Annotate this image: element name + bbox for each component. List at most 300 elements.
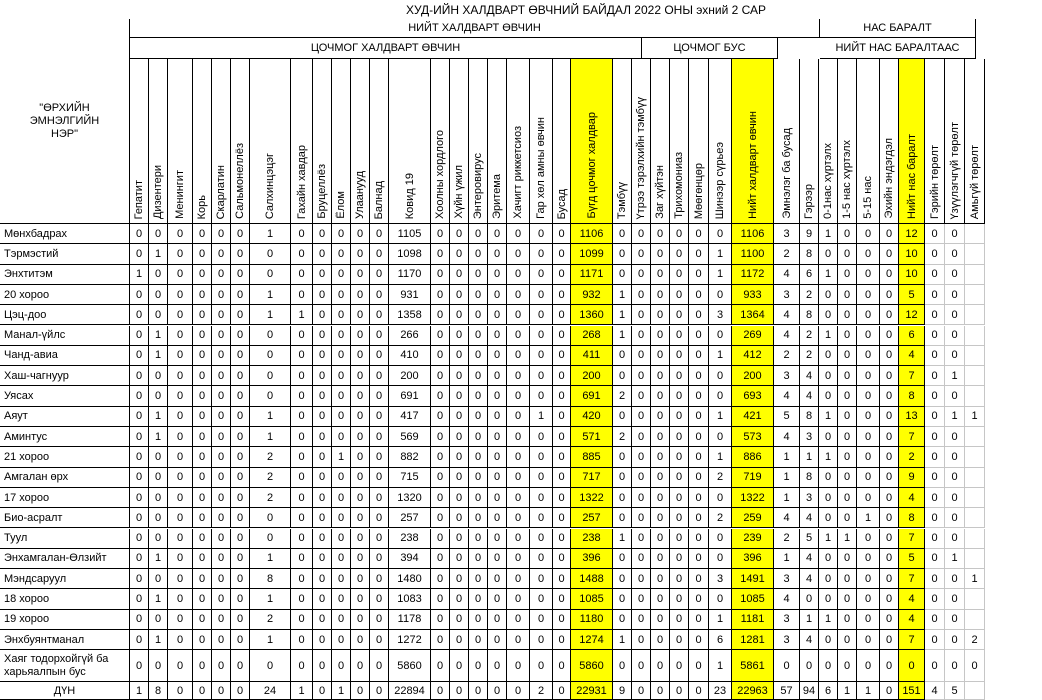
table-cell[interactable]: 0 — [670, 589, 689, 609]
table-cell[interactable]: 0 — [530, 529, 553, 549]
table-cell[interactable]: 0 — [507, 407, 530, 427]
table-cell[interactable]: 0 — [469, 650, 488, 682]
table-cell[interactable]: 0 — [313, 589, 332, 609]
table-cell[interactable]: 717 — [571, 468, 613, 488]
table-cell[interactable]: 2 — [899, 447, 925, 467]
table-cell[interactable]: 0 — [651, 346, 670, 366]
table-cell[interactable]: 0 — [231, 285, 250, 305]
table-cell[interactable]: 1 — [838, 529, 857, 549]
table-cell[interactable]: 0 — [651, 468, 670, 488]
table-cell[interactable]: 0 — [250, 508, 291, 528]
table-cell[interactable]: 4 — [800, 569, 819, 589]
table-cell[interactable]: 0 — [838, 610, 857, 630]
table-cell[interactable]: 0 — [819, 569, 838, 589]
table-cell[interactable]: 0 — [530, 589, 553, 609]
table-cell[interactable]: 0 — [332, 407, 351, 427]
table-cell[interactable]: 259 — [732, 508, 774, 528]
table-cell[interactable]: 0 — [351, 529, 370, 549]
table-cell[interactable]: 0 — [945, 427, 965, 447]
table-cell[interactable]: 0 — [193, 386, 212, 406]
table-cell[interactable]: 0 — [632, 346, 651, 366]
table-cell[interactable] — [965, 244, 985, 264]
table-cell[interactable]: 0 — [857, 305, 880, 325]
table-cell[interactable]: 0 — [632, 366, 651, 386]
table-cell[interactable]: 0 — [469, 529, 488, 549]
table-cell[interactable]: 0 — [945, 468, 965, 488]
table-cell[interactable]: 0 — [632, 386, 651, 406]
table-cell[interactable]: 1 — [819, 326, 838, 346]
table-cell[interactable]: 1 — [709, 407, 732, 427]
table-cell[interactable]: 0 — [130, 468, 149, 488]
table-cell[interactable]: 0 — [291, 589, 313, 609]
table-cell[interactable]: 0 — [193, 488, 212, 508]
table-cell[interactable]: 0 — [469, 468, 488, 488]
table-cell[interactable]: 0 — [689, 549, 709, 569]
table-cell[interactable]: 0 — [632, 529, 651, 549]
table-cell[interactable]: 0 — [291, 650, 313, 682]
table-cell[interactable]: 0 — [507, 508, 530, 528]
table-cell[interactable]: 0 — [925, 326, 945, 346]
table-cell[interactable]: 0 — [925, 529, 945, 549]
table-cell[interactable]: 3 — [709, 305, 732, 325]
table-cell[interactable]: 0 — [670, 508, 689, 528]
table-cell[interactable]: 0 — [212, 326, 231, 346]
table-cell[interactable]: 0 — [507, 346, 530, 366]
table-cell[interactable]: 1 — [250, 224, 291, 244]
table-cell[interactable]: 0 — [838, 508, 857, 528]
table-cell[interactable]: 0 — [670, 305, 689, 325]
table-cell[interactable]: 3 — [800, 488, 819, 508]
table-cell[interactable]: 0 — [857, 285, 880, 305]
table-cell[interactable]: 0 — [149, 305, 168, 325]
table-cell[interactable]: 0 — [469, 244, 488, 264]
table-cell[interactable]: 0 — [945, 265, 965, 285]
table-cell[interactable]: 0 — [469, 265, 488, 285]
table-cell[interactable]: 0 — [553, 630, 571, 650]
table-cell[interactable]: 0 — [670, 346, 689, 366]
table-cell[interactable]: 0 — [431, 468, 450, 488]
table-cell[interactable]: 2 — [613, 386, 632, 406]
table-cell[interactable]: 0 — [613, 569, 632, 589]
table-cell[interactable]: 0 — [469, 488, 488, 508]
table-cell[interactable]: 1 — [774, 468, 800, 488]
table-cell[interactable]: 0 — [431, 326, 450, 346]
table-cell[interactable] — [965, 468, 985, 488]
table-cell[interactable]: 0 — [469, 610, 488, 630]
table-cell[interactable]: 0 — [469, 386, 488, 406]
table-cell[interactable]: 1 — [332, 447, 351, 467]
table-cell[interactable]: 1 — [857, 508, 880, 528]
table-cell[interactable]: 2 — [709, 508, 732, 528]
table-cell[interactable]: 0 — [838, 468, 857, 488]
total-cell[interactable]: 22931 — [571, 682, 613, 700]
table-cell[interactable]: 0 — [857, 569, 880, 589]
table-cell[interactable]: 0 — [193, 650, 212, 682]
table-cell[interactable]: 0 — [819, 508, 838, 528]
table-cell[interactable]: 0 — [231, 447, 250, 467]
table-cell[interactable]: 0 — [291, 407, 313, 427]
table-cell[interactable]: 0 — [507, 244, 530, 264]
table-cell[interactable]: 0 — [651, 569, 670, 589]
table-cell[interactable]: 1 — [149, 549, 168, 569]
table-cell[interactable]: 0 — [313, 529, 332, 549]
table-cell[interactable]: 0 — [689, 407, 709, 427]
total-cell[interactable]: 1 — [130, 682, 149, 700]
table-cell[interactable]: 0 — [709, 386, 732, 406]
table-cell[interactable]: 0 — [632, 244, 651, 264]
table-cell[interactable]: 0 — [613, 265, 632, 285]
table-cell[interactable]: 0 — [231, 549, 250, 569]
table-cell[interactable]: 1320 — [389, 488, 431, 508]
table-cell[interactable]: 0 — [945, 508, 965, 528]
table-cell[interactable]: 0 — [530, 285, 553, 305]
table-cell[interactable]: 0 — [925, 488, 945, 508]
table-cell[interactable]: 0 — [149, 265, 168, 285]
table-cell[interactable]: 885 — [571, 447, 613, 467]
table-cell[interactable]: 0 — [370, 447, 389, 467]
total-cell[interactable]: 151 — [899, 682, 925, 700]
table-cell[interactable]: 0 — [632, 224, 651, 244]
table-cell[interactable]: 0 — [193, 589, 212, 609]
table-cell[interactable]: 0 — [431, 589, 450, 609]
table-cell[interactable]: 0 — [168, 589, 193, 609]
table-cell[interactable]: 0 — [689, 589, 709, 609]
table-cell[interactable]: 0 — [670, 285, 689, 305]
table-cell[interactable]: 2 — [613, 427, 632, 447]
table-cell[interactable] — [965, 447, 985, 467]
table-cell[interactable]: 1 — [800, 610, 819, 630]
table-cell[interactable]: 0 — [291, 386, 313, 406]
table-cell[interactable]: 0 — [193, 468, 212, 488]
table-cell[interactable]: 411 — [571, 346, 613, 366]
table-cell[interactable]: 0 — [149, 610, 168, 630]
table-cell[interactable]: 0 — [212, 508, 231, 528]
table-cell[interactable]: 0 — [838, 305, 857, 325]
table-cell[interactable]: 0 — [670, 265, 689, 285]
table-cell[interactable]: 0 — [553, 569, 571, 589]
table-cell[interactable]: 0 — [370, 610, 389, 630]
table-cell[interactable]: 0 — [709, 529, 732, 549]
table-cell[interactable]: 0 — [670, 427, 689, 447]
table-cell[interactable]: 0 — [149, 488, 168, 508]
total-cell[interactable]: 9 — [613, 682, 632, 700]
table-cell[interactable]: 0 — [880, 529, 899, 549]
table-cell[interactable]: 0 — [945, 650, 965, 682]
table-cell[interactable]: 1106 — [732, 224, 774, 244]
table-cell[interactable]: 0 — [689, 630, 709, 650]
table-cell[interactable]: 1 — [613, 529, 632, 549]
table-cell[interactable]: 4 — [774, 265, 800, 285]
table-cell[interactable]: 0 — [925, 508, 945, 528]
table-cell[interactable]: 1180 — [571, 610, 613, 630]
table-cell[interactable]: 0 — [488, 630, 507, 650]
table-cell[interactable]: 0 — [351, 508, 370, 528]
table-cell[interactable]: 0 — [168, 549, 193, 569]
table-cell[interactable]: 1 — [149, 407, 168, 427]
table-cell[interactable]: 1480 — [389, 569, 431, 589]
table-cell[interactable]: 0 — [651, 589, 670, 609]
table-cell[interactable] — [965, 549, 985, 569]
table-cell[interactable]: 0 — [488, 468, 507, 488]
table-cell[interactable]: 0 — [613, 650, 632, 682]
table-cell[interactable]: 0 — [880, 650, 899, 682]
table-cell[interactable]: 0 — [332, 508, 351, 528]
table-cell[interactable]: 0 — [313, 244, 332, 264]
total-cell[interactable] — [965, 682, 985, 700]
table-cell[interactable]: 0 — [212, 285, 231, 305]
table-cell[interactable]: 0 — [450, 244, 469, 264]
table-cell[interactable]: 4 — [899, 346, 925, 366]
table-cell[interactable]: 0 — [945, 305, 965, 325]
table-cell[interactable]: 3 — [774, 610, 800, 630]
table-cell[interactable]: 8 — [899, 508, 925, 528]
table-cell[interactable]: 0 — [632, 326, 651, 346]
table-cell[interactable]: 0 — [651, 386, 670, 406]
table-cell[interactable]: 0 — [530, 447, 553, 467]
table-cell[interactable]: 0 — [774, 650, 800, 682]
table-cell[interactable]: 5861 — [732, 650, 774, 682]
table-cell[interactable]: 0 — [231, 326, 250, 346]
table-cell[interactable]: 2 — [774, 244, 800, 264]
table-cell[interactable]: 0 — [370, 346, 389, 366]
table-cell[interactable]: 0 — [130, 407, 149, 427]
table-cell[interactable]: 0 — [130, 326, 149, 346]
table-cell[interactable]: 0 — [351, 569, 370, 589]
table-cell[interactable] — [965, 224, 985, 244]
table-cell[interactable]: 0 — [819, 305, 838, 325]
table-cell[interactable]: 2 — [250, 447, 291, 467]
table-cell[interactable]: 0 — [925, 386, 945, 406]
table-cell[interactable]: 0 — [351, 386, 370, 406]
table-cell[interactable]: 0 — [469, 407, 488, 427]
table-cell[interactable]: 1281 — [732, 630, 774, 650]
table-cell[interactable]: 0 — [689, 488, 709, 508]
table-cell[interactable]: 0 — [250, 346, 291, 366]
table-cell[interactable]: 0 — [212, 488, 231, 508]
table-cell[interactable] — [965, 285, 985, 305]
table-cell[interactable]: 0 — [250, 244, 291, 264]
table-cell[interactable]: 0 — [880, 366, 899, 386]
table-cell[interactable]: 0 — [530, 386, 553, 406]
table-cell[interactable]: 0 — [945, 285, 965, 305]
table-cell[interactable]: 0 — [880, 427, 899, 447]
table-cell[interactable]: 1322 — [571, 488, 613, 508]
table-cell[interactable]: 257 — [571, 508, 613, 528]
table-cell[interactable]: 0 — [838, 244, 857, 264]
table-cell[interactable]: 0 — [488, 427, 507, 447]
table-cell[interactable]: 0 — [149, 569, 168, 589]
table-cell[interactable]: 0 — [632, 265, 651, 285]
table-cell[interactable]: 0 — [193, 569, 212, 589]
table-cell[interactable]: 0 — [613, 468, 632, 488]
table-cell[interactable]: 0 — [613, 366, 632, 386]
table-cell[interactable]: 0 — [488, 265, 507, 285]
table-cell[interactable]: 0 — [880, 610, 899, 630]
table-cell[interactable]: 0 — [291, 285, 313, 305]
table-cell[interactable]: 0 — [689, 650, 709, 682]
table-cell[interactable]: 0 — [857, 650, 880, 682]
table-cell[interactable]: 0 — [450, 549, 469, 569]
table-cell[interactable]: 0 — [431, 427, 450, 447]
table-cell[interactable]: 1 — [709, 447, 732, 467]
table-cell[interactable]: 0 — [351, 447, 370, 467]
table-cell[interactable]: 1 — [149, 427, 168, 447]
table-cell[interactable]: 0 — [651, 326, 670, 346]
table-cell[interactable]: 569 — [389, 427, 431, 447]
table-cell[interactable]: 0 — [332, 468, 351, 488]
table-cell[interactable]: 0 — [450, 346, 469, 366]
total-cell[interactable]: 0 — [212, 682, 231, 700]
table-cell[interactable]: 2 — [800, 346, 819, 366]
table-cell[interactable]: 1364 — [732, 305, 774, 325]
table-cell[interactable]: 0 — [231, 265, 250, 285]
table-cell[interactable]: 0 — [431, 447, 450, 467]
table-cell[interactable]: 0 — [469, 589, 488, 609]
table-cell[interactable]: 0 — [450, 468, 469, 488]
table-cell[interactable]: 0 — [488, 529, 507, 549]
table-cell[interactable]: 0 — [670, 468, 689, 488]
table-cell[interactable]: 0 — [469, 549, 488, 569]
table-cell[interactable]: 0 — [838, 650, 857, 682]
table-cell[interactable]: 0 — [857, 427, 880, 447]
table-cell[interactable]: 0 — [370, 549, 389, 569]
table-cell[interactable]: 0 — [291, 265, 313, 285]
table-cell[interactable]: 0 — [819, 468, 838, 488]
table-cell[interactable]: 0 — [168, 244, 193, 264]
table-cell[interactable]: 0 — [313, 630, 332, 650]
table-cell[interactable]: 0 — [613, 549, 632, 569]
table-cell[interactable]: 0 — [857, 407, 880, 427]
table-cell[interactable]: 0 — [689, 285, 709, 305]
table-cell[interactable]: 0 — [632, 589, 651, 609]
table-cell[interactable]: 0 — [945, 569, 965, 589]
table-cell[interactable]: 0 — [168, 346, 193, 366]
table-cell[interactable]: 0 — [231, 508, 250, 528]
table-cell[interactable]: 2 — [250, 488, 291, 508]
table-cell[interactable]: 0 — [212, 610, 231, 630]
table-cell[interactable]: 5860 — [571, 650, 613, 682]
table-cell[interactable]: 0 — [469, 326, 488, 346]
table-cell[interactable]: 0 — [291, 468, 313, 488]
table-cell[interactable]: 0 — [313, 569, 332, 589]
total-cell[interactable]: 1 — [332, 682, 351, 700]
table-cell[interactable]: 0 — [193, 427, 212, 447]
table-cell[interactable]: 0 — [313, 305, 332, 325]
table-cell[interactable]: 0 — [193, 366, 212, 386]
table-cell[interactable]: 886 — [732, 447, 774, 467]
total-cell[interactable]: 24 — [250, 682, 291, 700]
table-cell[interactable]: 573 — [732, 427, 774, 447]
table-cell[interactable]: 0 — [351, 468, 370, 488]
table-cell[interactable]: 1 — [149, 346, 168, 366]
table-cell[interactable]: 0 — [925, 427, 945, 447]
table-cell[interactable]: 0 — [838, 447, 857, 467]
table-cell[interactable]: 0 — [431, 650, 450, 682]
table-cell[interactable]: 0 — [332, 529, 351, 549]
table-cell[interactable]: 0 — [670, 650, 689, 682]
table-cell[interactable]: 0 — [613, 508, 632, 528]
table-cell[interactable]: 0 — [370, 630, 389, 650]
table-cell[interactable]: 4 — [800, 366, 819, 386]
total-cell[interactable]: 0 — [632, 682, 651, 700]
table-cell[interactable]: 0 — [488, 569, 507, 589]
table-cell[interactable]: 0 — [130, 589, 149, 609]
table-cell[interactable]: 0 — [168, 305, 193, 325]
table-cell[interactable]: 268 — [571, 326, 613, 346]
table-cell[interactable]: 0 — [130, 224, 149, 244]
total-cell[interactable]: 0 — [469, 682, 488, 700]
table-cell[interactable]: 0 — [507, 447, 530, 467]
total-cell[interactable]: 0 — [370, 682, 389, 700]
table-cell[interactable]: 1170 — [389, 265, 431, 285]
table-cell[interactable]: 8 — [250, 569, 291, 589]
table-cell[interactable]: 0 — [370, 650, 389, 682]
table-cell[interactable]: 0 — [130, 610, 149, 630]
table-cell[interactable]: 693 — [732, 386, 774, 406]
table-cell[interactable]: 0 — [332, 346, 351, 366]
table-cell[interactable]: 0 — [670, 407, 689, 427]
table-cell[interactable]: 0 — [351, 265, 370, 285]
table-cell[interactable]: 0 — [553, 366, 571, 386]
table-cell[interactable]: 0 — [632, 650, 651, 682]
table-cell[interactable]: 0 — [530, 305, 553, 325]
table-cell[interactable]: 0 — [450, 265, 469, 285]
table-cell[interactable]: 0 — [857, 244, 880, 264]
table-cell[interactable]: 0 — [231, 630, 250, 650]
table-cell[interactable]: 1106 — [571, 224, 613, 244]
table-cell[interactable]: 0 — [800, 589, 819, 609]
total-cell[interactable]: 6 — [819, 682, 838, 700]
table-cell[interactable]: 0 — [351, 407, 370, 427]
table-cell[interactable]: 0 — [530, 650, 553, 682]
table-cell[interactable]: 4 — [774, 386, 800, 406]
table-cell[interactable]: 0 — [351, 366, 370, 386]
table-cell[interactable]: 0 — [925, 285, 945, 305]
table-cell[interactable]: 0 — [291, 508, 313, 528]
table-cell[interactable]: 0 — [632, 285, 651, 305]
table-cell[interactable]: 0 — [332, 549, 351, 569]
table-cell[interactable]: 0 — [632, 610, 651, 630]
table-cell[interactable]: 0 — [130, 386, 149, 406]
table-cell[interactable] — [965, 326, 985, 346]
table-cell[interactable]: 0 — [507, 224, 530, 244]
table-cell[interactable]: 0 — [193, 346, 212, 366]
table-cell[interactable]: 1 — [613, 326, 632, 346]
table-cell[interactable]: 0 — [130, 447, 149, 467]
table-cell[interactable]: 0 — [651, 549, 670, 569]
table-cell[interactable]: 719 — [732, 468, 774, 488]
table-cell[interactable]: 5860 — [389, 650, 431, 682]
table-cell[interactable]: 0 — [857, 488, 880, 508]
table-cell[interactable]: 0 — [857, 549, 880, 569]
table-cell[interactable]: 0 — [819, 244, 838, 264]
table-cell[interactable]: 1 — [250, 630, 291, 650]
table-cell[interactable]: 0 — [880, 305, 899, 325]
table-cell[interactable]: 0 — [632, 447, 651, 467]
table-cell[interactable]: 1360 — [571, 305, 613, 325]
table-cell[interactable]: 0 — [291, 630, 313, 650]
table-cell[interactable]: 0 — [450, 569, 469, 589]
table-cell[interactable]: 0 — [231, 244, 250, 264]
table-cell[interactable]: 0 — [507, 366, 530, 386]
table-cell[interactable]: 0 — [168, 650, 193, 682]
table-cell[interactable]: 0 — [332, 589, 351, 609]
table-cell[interactable]: 200 — [389, 366, 431, 386]
table-cell[interactable]: 0 — [313, 610, 332, 630]
table-cell[interactable]: 0 — [431, 488, 450, 508]
table-cell[interactable]: 0 — [231, 224, 250, 244]
table-cell[interactable]: 1 — [149, 589, 168, 609]
